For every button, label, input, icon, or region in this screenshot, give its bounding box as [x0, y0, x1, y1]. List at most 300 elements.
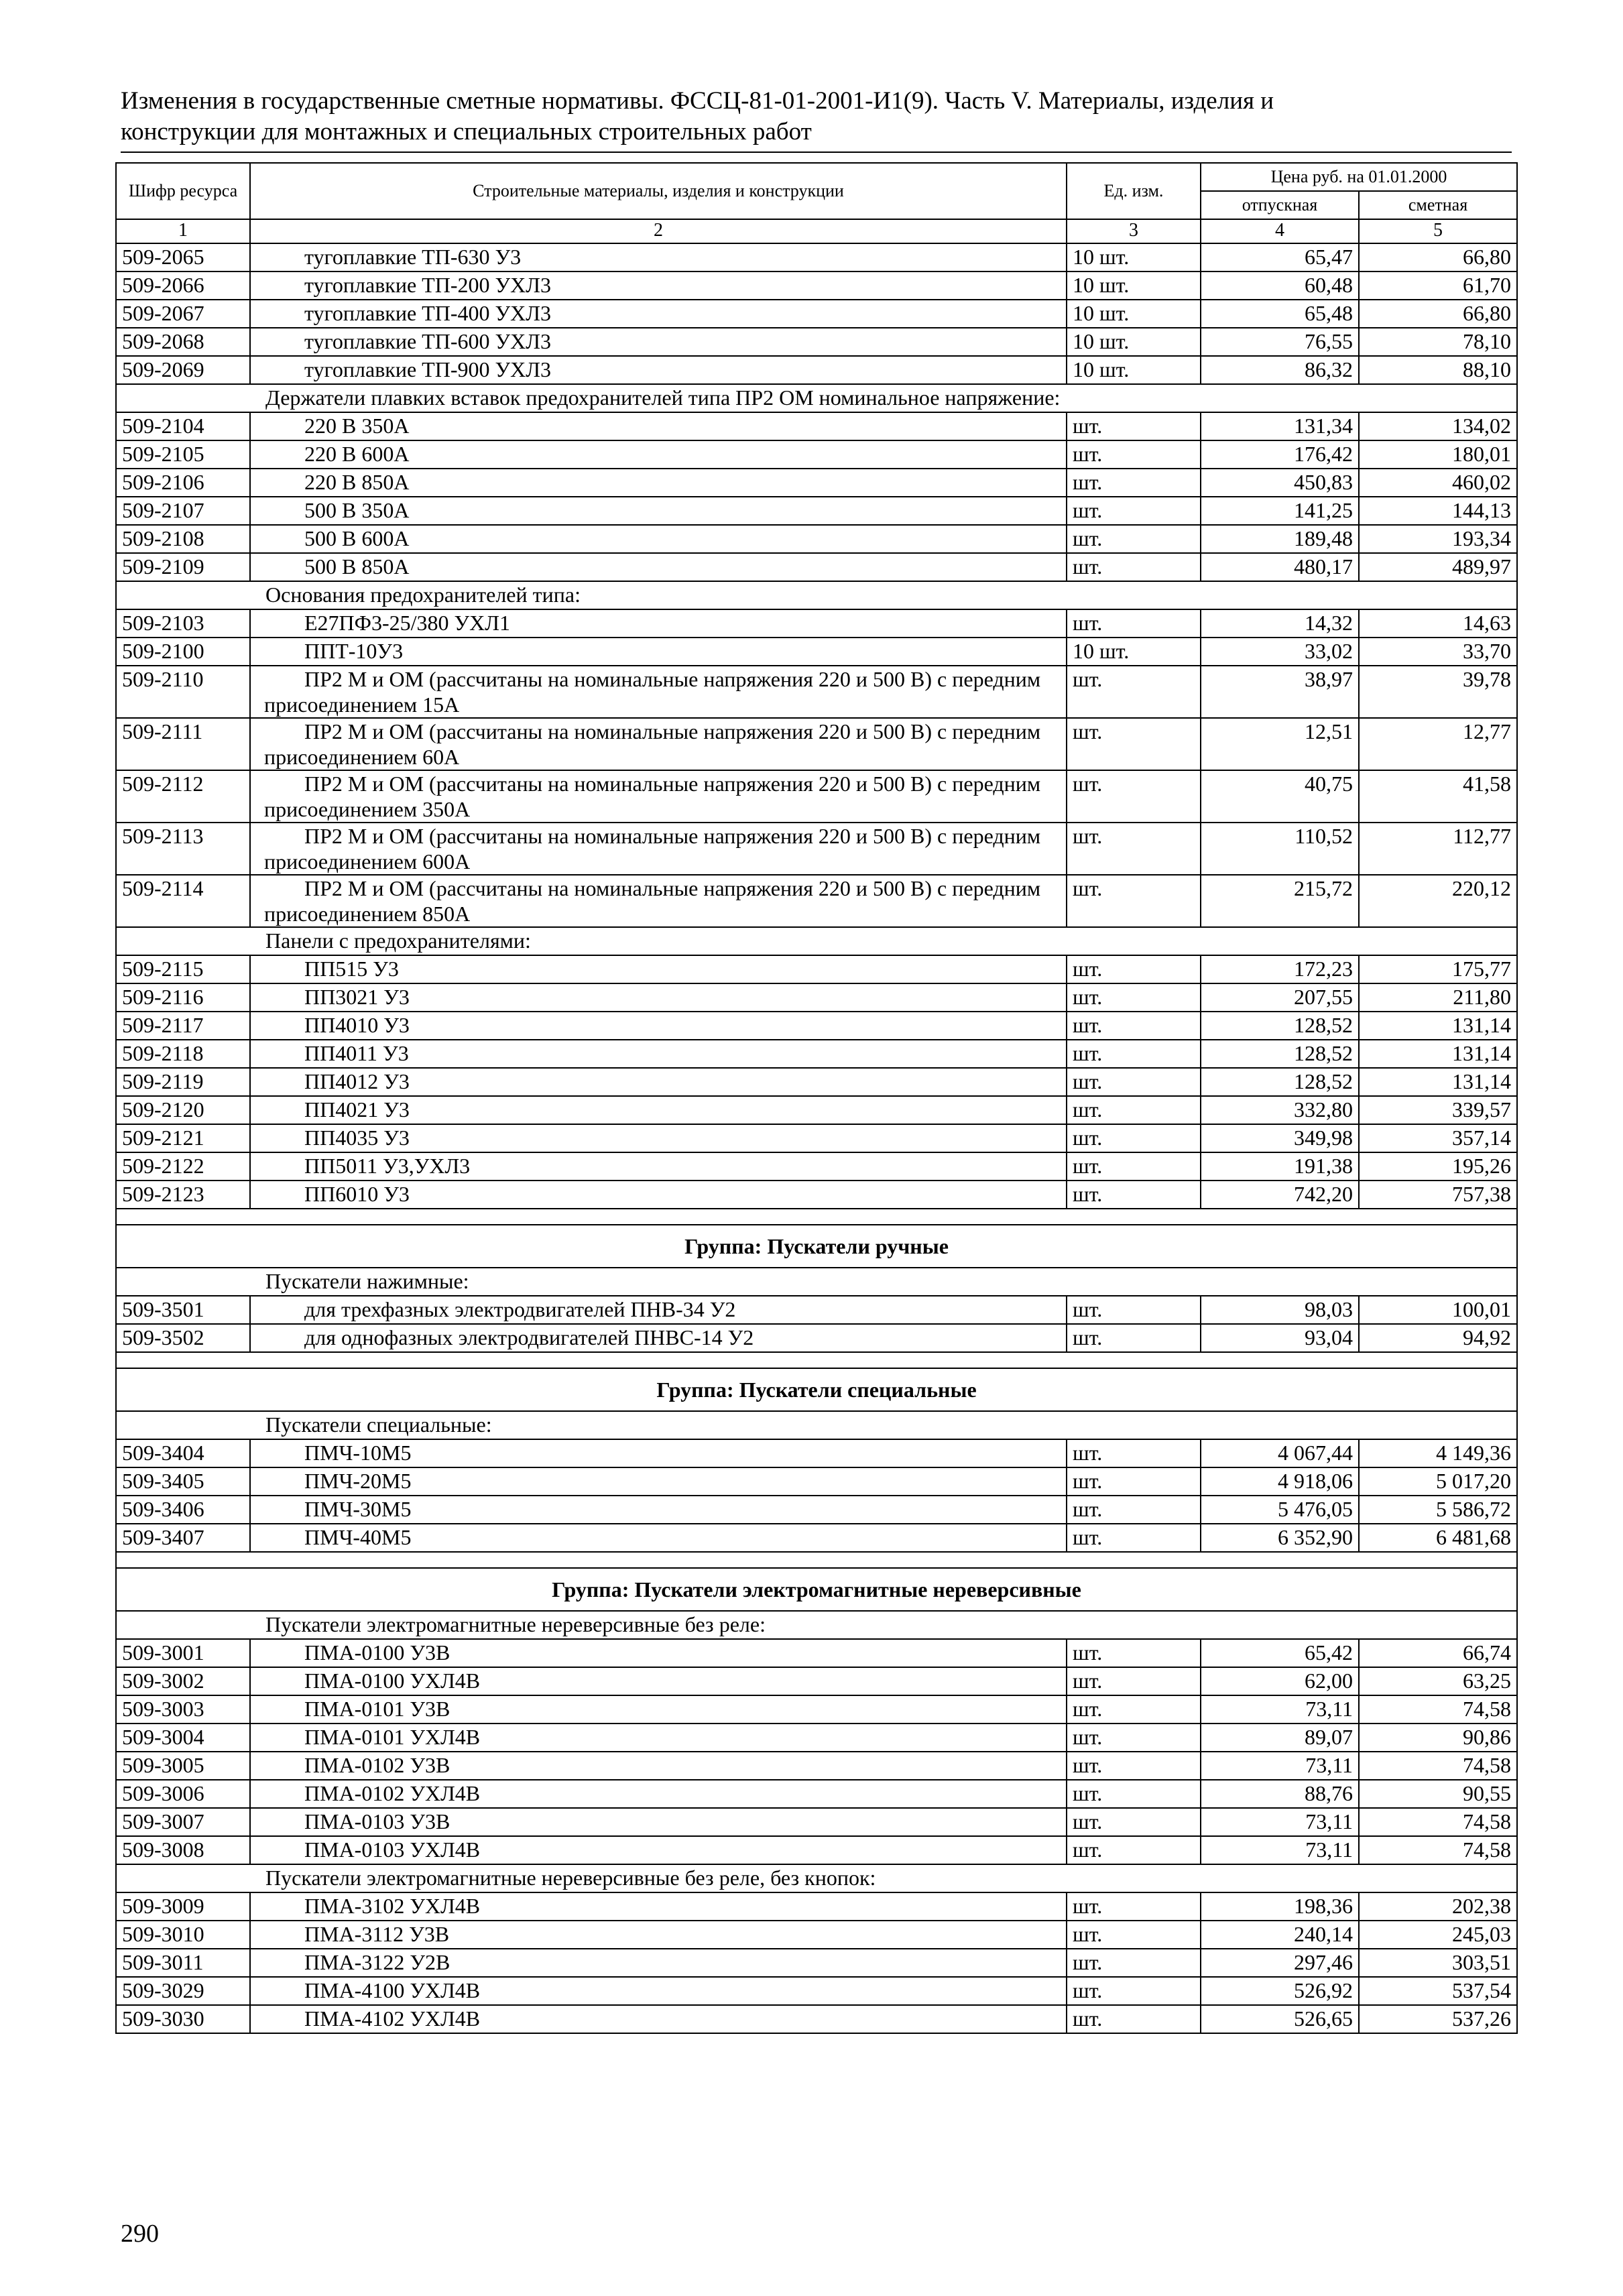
section-row: [116, 1411, 1517, 1439]
material-name: тугоплавкие ТП-630 У3: [250, 243, 1067, 271]
material-name: 220 В 350А: [250, 412, 1067, 440]
table-row: [116, 1949, 1517, 1977]
price-release: 6 352,90: [1201, 1524, 1359, 1552]
unit: 10 шт.: [1067, 271, 1201, 300]
unit: шт.: [1067, 412, 1201, 440]
resource-code: 509-2100: [116, 638, 250, 666]
material-name: ПМА-0101 УХЛ4В: [250, 1724, 1067, 1752]
resource-code: 509-3007: [116, 1808, 250, 1836]
resource-code: 509-3003: [116, 1695, 250, 1724]
table-row: [116, 1467, 1517, 1496]
price-release: 526,92: [1201, 1977, 1359, 2005]
unit: 10 шт.: [1067, 638, 1201, 666]
price-estimate: 100,01: [1359, 1296, 1517, 1324]
unit: шт.: [1067, 1892, 1201, 1921]
colnum-2: 2: [250, 219, 1067, 243]
unit: шт.: [1067, 1724, 1201, 1752]
price-estimate: 195,26: [1359, 1152, 1517, 1181]
price-release: 73,11: [1201, 1836, 1359, 1864]
resource-code: 509-3006: [116, 1780, 250, 1808]
section-title: Основания предохранителей типа:: [116, 581, 1517, 609]
material-name: для однофазных электродвигателей ПНВС-14 У2: [250, 1324, 1067, 1352]
group-row: [116, 1568, 1517, 1611]
section-title: Пускатели электромагнитные нереверсивные без реле, без кнопок:: [116, 1864, 1517, 1892]
unit: шт.: [1067, 2005, 1201, 2033]
unit: шт.: [1067, 1752, 1201, 1780]
col-code-header: Шифр ресурса: [116, 163, 250, 219]
price-estimate: 303,51: [1359, 1949, 1517, 1977]
table-row: [116, 718, 1517, 770]
table-row: [116, 1124, 1517, 1152]
unit: 10 шт.: [1067, 300, 1201, 328]
price-release: 38,97: [1201, 666, 1359, 718]
resource-code: 509-2123: [116, 1181, 250, 1209]
material-name: ПМА-0102 УХЛ4В: [250, 1780, 1067, 1808]
unit: шт.: [1067, 1977, 1201, 2005]
section-title: Пускатели специальные:: [116, 1411, 1517, 1439]
table-row: [116, 1695, 1517, 1724]
price-estimate: 131,14: [1359, 1012, 1517, 1040]
section-title: Пускатели нажимные:: [116, 1268, 1517, 1296]
resource-code: 509-2065: [116, 243, 250, 271]
price-release: 12,51: [1201, 718, 1359, 770]
table-row: [116, 638, 1517, 666]
material-name: 500 В 850А: [250, 553, 1067, 581]
colnum-3: 3: [1067, 219, 1201, 243]
price-release: 4 067,44: [1201, 1439, 1359, 1467]
price-release: 742,20: [1201, 1181, 1359, 1209]
material-name: 220 В 850А: [250, 469, 1067, 497]
table-row: [116, 525, 1517, 553]
price-release: 526,65: [1201, 2005, 1359, 2033]
price-estimate: 5 586,72: [1359, 1496, 1517, 1524]
col-unit-header: Ед. изм.: [1067, 163, 1201, 219]
material-name: ПМА-3102 УХЛ4В: [250, 1892, 1067, 1921]
unit: шт.: [1067, 609, 1201, 638]
price-estimate: 14,63: [1359, 609, 1517, 638]
price-estimate: 220,12: [1359, 875, 1517, 927]
group-spacer-row: [116, 1552, 1517, 1568]
price-release: 198,36: [1201, 1892, 1359, 1921]
material-name: ПП4035 У3: [250, 1124, 1067, 1152]
material-name: тугоплавкие ТП-600 УХЛ3: [250, 328, 1067, 356]
unit: шт.: [1067, 1181, 1201, 1209]
unit: шт.: [1067, 823, 1201, 875]
material-name: ПП4021 У3: [250, 1096, 1067, 1124]
table-row: [116, 1181, 1517, 1209]
price-estimate: 131,14: [1359, 1040, 1517, 1068]
section-row: [116, 1268, 1517, 1296]
resource-code: 509-3002: [116, 1667, 250, 1695]
resource-code: 509-3502: [116, 1324, 250, 1352]
price-estimate: 66,80: [1359, 243, 1517, 271]
table-row: [116, 1296, 1517, 1324]
table-row: [116, 553, 1517, 581]
price-estimate: 180,01: [1359, 440, 1517, 469]
resource-code: 509-2107: [116, 497, 250, 525]
price-release: 191,38: [1201, 1152, 1359, 1181]
price-estimate: 33,70: [1359, 638, 1517, 666]
resource-code: 509-2112: [116, 770, 250, 823]
unit: шт.: [1067, 1836, 1201, 1864]
unit: шт.: [1067, 469, 1201, 497]
resource-code: 509-3407: [116, 1524, 250, 1552]
group-spacer-row: [116, 1209, 1517, 1225]
table-row: [116, 1836, 1517, 1864]
price-release: 73,11: [1201, 1808, 1359, 1836]
price-release: 33,02: [1201, 638, 1359, 666]
unit: шт.: [1067, 1496, 1201, 1524]
table-row: [116, 1808, 1517, 1836]
unit: шт.: [1067, 1296, 1201, 1324]
material-name: ПП5011 У3,УХЛ3: [250, 1152, 1067, 1181]
price-estimate: 61,70: [1359, 271, 1517, 300]
price-release: 89,07: [1201, 1724, 1359, 1752]
resource-code: 509-2106: [116, 469, 250, 497]
price-estimate: 66,74: [1359, 1639, 1517, 1667]
material-name: 220 В 600А: [250, 440, 1067, 469]
price-release: 207,55: [1201, 983, 1359, 1012]
resource-code: 509-3004: [116, 1724, 250, 1752]
page-number: 290: [121, 2220, 159, 2248]
unit: 10 шт.: [1067, 356, 1201, 384]
table-row: [116, 271, 1517, 300]
price-release: 73,11: [1201, 1695, 1359, 1724]
unit: 10 шт.: [1067, 328, 1201, 356]
table-row: [116, 1496, 1517, 1524]
unit: шт.: [1067, 1124, 1201, 1152]
table-row: [116, 1892, 1517, 1921]
table-row: [116, 1524, 1517, 1552]
unit: шт.: [1067, 955, 1201, 983]
resource-code: 509-2109: [116, 553, 250, 581]
material-name: 500 В 350А: [250, 497, 1067, 525]
resource-code: 509-2105: [116, 440, 250, 469]
resource-code: 509-2120: [116, 1096, 250, 1124]
price-estimate: 12,77: [1359, 718, 1517, 770]
price-release: 172,23: [1201, 955, 1359, 983]
resource-code: 509-2118: [116, 1040, 250, 1068]
section-row: [116, 1611, 1517, 1639]
unit: шт.: [1067, 875, 1201, 927]
price-release: 176,42: [1201, 440, 1359, 469]
price-release: 14,32: [1201, 609, 1359, 638]
col-price-header: Цена руб. на 01.01.2000: [1201, 163, 1517, 191]
page-header: [121, 86, 1502, 147]
resource-code: 509-3009: [116, 1892, 250, 1921]
price-release: 110,52: [1201, 823, 1359, 875]
price-estimate: 78,10: [1359, 328, 1517, 356]
resource-code: 509-3030: [116, 2005, 250, 2033]
unit: шт.: [1067, 1439, 1201, 1467]
unit: шт.: [1067, 553, 1201, 581]
table-row: [116, 1040, 1517, 1068]
resource-code: 509-2122: [116, 1152, 250, 1181]
group-row: [116, 1225, 1517, 1268]
material-name: ПМА-3122 У2В: [250, 1949, 1067, 1977]
colnum-1: 1: [116, 219, 250, 243]
resource-code: 509-2110: [116, 666, 250, 718]
price-release: 215,72: [1201, 875, 1359, 927]
table-row: [116, 1724, 1517, 1752]
price-release: 128,52: [1201, 1040, 1359, 1068]
resource-code: 509-3010: [116, 1921, 250, 1949]
price-estimate: 88,10: [1359, 356, 1517, 384]
col-price-release-header: отпускная: [1201, 191, 1359, 219]
price-release: 297,46: [1201, 1949, 1359, 1977]
price-estimate: 41,58: [1359, 770, 1517, 823]
resource-code: 509-2119: [116, 1068, 250, 1096]
price-estimate: 39,78: [1359, 666, 1517, 718]
unit: шт.: [1067, 1780, 1201, 1808]
resource-code: 509-3029: [116, 1977, 250, 2005]
material-name: ПМА-3112 У3В: [250, 1921, 1067, 1949]
header-line-2: конструкции для монтажных и специальных строительных работ: [121, 118, 812, 145]
table-row: [116, 300, 1517, 328]
section-row: [116, 1864, 1517, 1892]
group-title: Группа: Пускатели специальные: [116, 1368, 1517, 1411]
material-name: Е27ПФ3-25/380 УХЛ1: [250, 609, 1067, 638]
price-estimate: 193,34: [1359, 525, 1517, 553]
price-estimate: 537,54: [1359, 1977, 1517, 2005]
table-row: [116, 1977, 1517, 2005]
table-row: [116, 823, 1517, 875]
section-row: [116, 384, 1517, 412]
table-row: [116, 412, 1517, 440]
price-estimate: 112,77: [1359, 823, 1517, 875]
resource-code: 509-3406: [116, 1496, 250, 1524]
material-name: ППТ-10У3: [250, 638, 1067, 666]
resource-code: 509-3405: [116, 1467, 250, 1496]
table-row: [116, 1152, 1517, 1181]
price-estimate: 4 149,36: [1359, 1439, 1517, 1467]
price-release: 65,48: [1201, 300, 1359, 328]
price-release: 141,25: [1201, 497, 1359, 525]
table-row: [116, 1639, 1517, 1667]
section-title: Пускатели электромагнитные нереверсивные без реле:: [116, 1611, 1517, 1639]
unit: шт.: [1067, 497, 1201, 525]
table-row: [116, 497, 1517, 525]
group-spacer-row: [116, 1352, 1517, 1368]
col-price-estimate-header: сметная: [1359, 191, 1517, 219]
material-name: ПП6010 У3: [250, 1181, 1067, 1209]
unit: шт.: [1067, 1695, 1201, 1724]
material-name: ПМА-4102 УХЛ4В: [250, 2005, 1067, 2033]
unit: шт.: [1067, 983, 1201, 1012]
unit: 10 шт.: [1067, 243, 1201, 271]
header-rule: [121, 152, 1512, 153]
price-release: 76,55: [1201, 328, 1359, 356]
unit: шт.: [1067, 525, 1201, 553]
unit: шт.: [1067, 1949, 1201, 1977]
price-estimate: 134,02: [1359, 412, 1517, 440]
table-row: [116, 1780, 1517, 1808]
table-row: [116, 666, 1517, 718]
resource-code: 509-2068: [116, 328, 250, 356]
price-estimate: 90,86: [1359, 1724, 1517, 1752]
resource-code: 509-2121: [116, 1124, 250, 1152]
table-row: [116, 1752, 1517, 1780]
resource-code: 509-3501: [116, 1296, 250, 1324]
price-estimate: 175,77: [1359, 955, 1517, 983]
table-row: [116, 1921, 1517, 1949]
table-row: [116, 1012, 1517, 1040]
price-release: 240,14: [1201, 1921, 1359, 1949]
material-name: ПМЧ-10М5: [250, 1439, 1067, 1467]
price-release: 62,00: [1201, 1667, 1359, 1695]
price-estimate: 74,58: [1359, 1752, 1517, 1780]
resource-code: 509-3011: [116, 1949, 250, 1977]
section-title: Панели с предохранителями:: [116, 927, 1517, 955]
table-row: [116, 983, 1517, 1012]
unit: шт.: [1067, 1921, 1201, 1949]
material-name: ПР2 М и ОМ (рассчитаны на номинальные напряжения 220 и 500 В) с передним присоединением 850А: [250, 875, 1067, 927]
material-name: 500 В 600А: [250, 525, 1067, 553]
table-row: [116, 1068, 1517, 1096]
price-estimate: 202,38: [1359, 1892, 1517, 1921]
price-table: [115, 162, 1518, 2034]
price-estimate: 131,14: [1359, 1068, 1517, 1096]
price-release: 98,03: [1201, 1296, 1359, 1324]
unit: шт.: [1067, 1808, 1201, 1836]
table-row: [116, 609, 1517, 638]
table-row: [116, 770, 1517, 823]
table-row: [116, 955, 1517, 983]
table-row: [116, 1439, 1517, 1467]
material-name: ПП4011 У3: [250, 1040, 1067, 1068]
material-name: ПМА-0103 У3В: [250, 1808, 1067, 1836]
price-estimate: 74,58: [1359, 1808, 1517, 1836]
unit: шт.: [1067, 1068, 1201, 1096]
table-row: [116, 1096, 1517, 1124]
material-name: ПМА-0100 УХЛ4В: [250, 1667, 1067, 1695]
price-estimate: 74,58: [1359, 1695, 1517, 1724]
material-name: ПМА-4100 УХЛ4В: [250, 1977, 1067, 2005]
material-name: ПМА-0100 У3В: [250, 1639, 1067, 1667]
price-estimate: 489,97: [1359, 553, 1517, 581]
section-row: [116, 581, 1517, 609]
unit: шт.: [1067, 1639, 1201, 1667]
group-spacer-cell: [116, 1352, 1517, 1368]
price-release: 4 918,06: [1201, 1467, 1359, 1496]
resource-code: 509-2113: [116, 823, 250, 875]
price-release: 73,11: [1201, 1752, 1359, 1780]
col-name-header: Строительные материалы, изделия и конструкции: [250, 163, 1067, 219]
resource-code: 509-2111: [116, 718, 250, 770]
material-name: ПП4010 У3: [250, 1012, 1067, 1040]
table-row: [116, 1667, 1517, 1695]
price-estimate: 63,25: [1359, 1667, 1517, 1695]
price-estimate: 66,80: [1359, 300, 1517, 328]
price-release: 88,76: [1201, 1780, 1359, 1808]
table-row: [116, 356, 1517, 384]
resource-code: 509-3008: [116, 1836, 250, 1864]
price-estimate: 211,80: [1359, 983, 1517, 1012]
unit: шт.: [1067, 718, 1201, 770]
price-estimate: 144,13: [1359, 497, 1517, 525]
unit: шт.: [1067, 1040, 1201, 1068]
resource-code: 509-3005: [116, 1752, 250, 1780]
unit: шт.: [1067, 1012, 1201, 1040]
resource-code: 509-2115: [116, 955, 250, 983]
section-title: Держатели плавких вставок предохранителей типа ПР2 ОМ номинальное напряжение:: [116, 384, 1517, 412]
price-estimate: 245,03: [1359, 1921, 1517, 1949]
price-release: 5 476,05: [1201, 1496, 1359, 1524]
price-release: 189,48: [1201, 525, 1359, 553]
unit: шт.: [1067, 1524, 1201, 1552]
resource-code: 509-3404: [116, 1439, 250, 1467]
table-row: [116, 440, 1517, 469]
table-header-row: [116, 163, 1517, 191]
material-name: ПР2 М и ОМ (рассчитаны на номинальные напряжения 220 и 500 В) с передним присоединением 350А: [250, 770, 1067, 823]
unit: шт.: [1067, 666, 1201, 718]
section-row: [116, 927, 1517, 955]
table-row: [116, 875, 1517, 927]
group-title: Группа: Пускатели ручные: [116, 1225, 1517, 1268]
material-name: тугоплавкие ТП-400 УХЛ3: [250, 300, 1067, 328]
unit: шт.: [1067, 1152, 1201, 1181]
unit: шт.: [1067, 1096, 1201, 1124]
price-release: 131,34: [1201, 412, 1359, 440]
material-name: ПМА-0101 У3В: [250, 1695, 1067, 1724]
price-release: 349,98: [1201, 1124, 1359, 1152]
price-release: 128,52: [1201, 1068, 1359, 1096]
colnum-4: 4: [1201, 219, 1359, 243]
table-row: [116, 1324, 1517, 1352]
material-name: ПМА-0103 УХЛ4В: [250, 1836, 1067, 1864]
price-release: 332,80: [1201, 1096, 1359, 1124]
price-estimate: 537,26: [1359, 2005, 1517, 2033]
unit: шт.: [1067, 440, 1201, 469]
table-row: [116, 2005, 1517, 2033]
table-row: [116, 243, 1517, 271]
price-release: 128,52: [1201, 1012, 1359, 1040]
table-row: [116, 328, 1517, 356]
price-release: 450,83: [1201, 469, 1359, 497]
resource-code: 509-2067: [116, 300, 250, 328]
resource-code: 509-2103: [116, 609, 250, 638]
price-estimate: 6 481,68: [1359, 1524, 1517, 1552]
material-name: ПМЧ-20М5: [250, 1467, 1067, 1496]
resource-code: 509-3001: [116, 1639, 250, 1667]
price-release: 40,75: [1201, 770, 1359, 823]
price-estimate: 460,02: [1359, 469, 1517, 497]
header-line-1: Изменения в государственные сметные нормативы. ФССЦ-81-01-2001-И1(9). Часть V. Материалы, изделия и: [121, 87, 1274, 115]
resource-code: 509-2066: [116, 271, 250, 300]
material-name: тугоплавкие ТП-200 УХЛ3: [250, 271, 1067, 300]
colnum-5: 5: [1359, 219, 1517, 243]
material-name: ПР2 М и ОМ (рассчитаны на номинальные напряжения 220 и 500 В) с передним присоединением 15А: [250, 666, 1067, 718]
material-name: ПР2 М и ОМ (рассчитаны на номинальные напряжения 220 и 500 В) с передним присоединением 60А: [250, 718, 1067, 770]
price-release: 60,48: [1201, 271, 1359, 300]
resource-code: 509-2117: [116, 1012, 250, 1040]
material-name: ПМЧ-30М5: [250, 1496, 1067, 1524]
table-row: [116, 469, 1517, 497]
price-estimate: 339,57: [1359, 1096, 1517, 1124]
price-estimate: 5 017,20: [1359, 1467, 1517, 1496]
unit: шт.: [1067, 1467, 1201, 1496]
material-name: тугоплавкие ТП-900 УХЛ3: [250, 356, 1067, 384]
price-estimate: 90,55: [1359, 1780, 1517, 1808]
price-estimate: 757,38: [1359, 1181, 1517, 1209]
resource-code: 509-2116: [116, 983, 250, 1012]
unit: шт.: [1067, 770, 1201, 823]
material-name: ПМА-0102 У3В: [250, 1752, 1067, 1780]
column-number-row: [116, 219, 1517, 243]
material-name: ПМЧ-40М5: [250, 1524, 1067, 1552]
price-estimate: 357,14: [1359, 1124, 1517, 1152]
material-name: для трехфазных электродвигателей ПНВ-34 У2: [250, 1296, 1067, 1324]
